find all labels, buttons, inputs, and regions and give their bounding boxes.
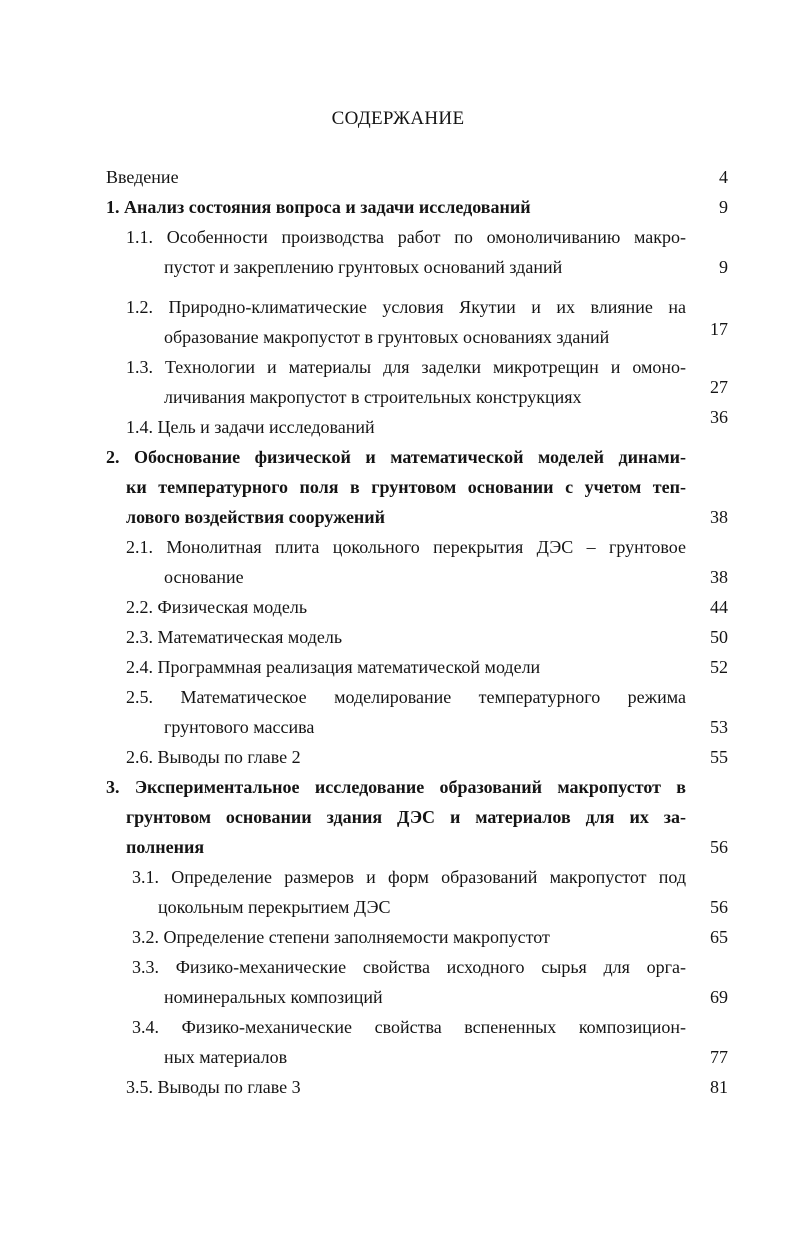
toc-entry-3-4-line2: ных материалов	[164, 1047, 288, 1067]
toc-entry-2-3: 2.3. Математическая модель	[126, 627, 343, 647]
toc-entry-3-1-line1	[132, 866, 686, 888]
toc-entry-3-2: 3.2. Определение степени заполняемости макропустот	[132, 927, 550, 947]
toc-entry-2-2: 2.2. Физическая модель	[126, 597, 308, 617]
toc-page-3-4: 77	[710, 1047, 728, 1067]
toc-page-2-4: 52	[710, 657, 728, 677]
toc-entry-2-4: 2.4. Программная реализация математической модели	[126, 657, 541, 677]
toc-page-3-1: 56	[710, 897, 728, 917]
toc-page-2-5: 53	[710, 717, 728, 737]
toc-entry-2-1-text1: 2.1. Монолитная плита цокольного перекрытия ДЭС – грунтовое	[126, 537, 686, 557]
toc-entry-1-1-line2: пустот и закреплению грунтовых оснований зданий	[164, 257, 563, 277]
toc-entry-3-3-line1	[132, 956, 686, 978]
toc-page-ch2: 38	[710, 507, 728, 527]
toc-entry-1-4: 1.4. Цель и задачи исследований	[126, 417, 375, 437]
toc-entry-1-1-text1: 1.1. Особенности производства работ по омоноличиванию макро-	[126, 227, 686, 247]
toc-page-intro: 4	[719, 167, 728, 187]
toc-page-3-5: 81	[710, 1077, 728, 1097]
toc-chapter-3-line3: полнения	[126, 837, 205, 857]
toc-entry-3-4-text1: 3.4. Физико-механические свойства вспененных композицион-	[132, 1017, 686, 1037]
toc-page-1-4: 36	[710, 407, 728, 427]
toc-entry-3-4-line1	[132, 1016, 686, 1038]
toc-page-1-1: 9	[719, 257, 728, 277]
toc-page-1-2: 17	[710, 319, 728, 339]
toc-entry-1-3-line1	[126, 356, 686, 378]
toc-page-ch1: 9	[719, 197, 728, 217]
toc-entry-intro: Введение	[106, 167, 179, 187]
toc-entry-3-3-line2: номинеральных композиций	[164, 987, 383, 1007]
toc-entry-1-2-line1	[126, 296, 686, 318]
toc-page-2-6: 55	[710, 747, 728, 767]
toc-entry-2-5-text1: 2.5. Математическое моделирование температурного режима	[126, 687, 686, 707]
toc-title: СОДЕРЖАНИЕ	[331, 108, 465, 129]
toc-entry-2-6: 2.6. Выводы по главе 2	[126, 747, 301, 767]
toc-entry-1-1-line1	[126, 226, 686, 248]
toc-page-ch3: 56	[710, 837, 728, 857]
toc-entry-2-5-line2: грунтового массива	[164, 717, 315, 737]
toc-page-2-2: 44	[710, 597, 728, 617]
toc-entry-3-1-line2: цокольным перекрытием ДЭС	[158, 897, 391, 917]
toc-entry-1-2-text1: 1.2. Природно-климатические условия Якутии и их влияние на	[126, 297, 686, 317]
toc-page-3-2: 65	[710, 927, 728, 947]
toc-chapter-1: 1. Анализ состояния вопроса и задачи исследований	[106, 197, 531, 217]
toc-page-1-3: 27	[710, 377, 728, 397]
toc-chapter-2-text1: 2. Обоснование физической и математической моделей динами-	[106, 447, 686, 467]
toc-chapter-3-line2	[126, 806, 686, 828]
toc-chapter-2-line1	[106, 446, 686, 468]
toc-chapter-2-line3: лового воздействия сооружений	[126, 507, 386, 527]
toc-page-3-3: 69	[710, 987, 728, 1007]
toc-chapter-3-text1: 3. Экспериментальное исследование образований макропустот в	[106, 777, 686, 797]
toc-entry-2-5-line1	[126, 686, 686, 708]
toc-entry-2-1-line1	[126, 536, 686, 558]
toc-chapter-2-text2: ки температурного поля в грунтовом основании с учетом теп-	[126, 477, 686, 497]
toc-page-2-3: 50	[710, 627, 728, 647]
toc-entry-3-3-text1: 3.3. Физико-механические свойства исходного сырья для орга-	[132, 957, 686, 977]
toc-entry-3-1-text1: 3.1. Определение размеров и форм образований макропустот под	[132, 867, 686, 887]
toc-chapter-3-line1	[106, 776, 686, 798]
toc-page-2-1: 38	[710, 567, 728, 587]
toc-chapter-3-text2: грунтовом основании здания ДЭС и материалов для их за-	[126, 807, 686, 827]
toc-entry-2-1-line2: основание	[164, 567, 244, 587]
toc-entry-1-3-text1: 1.3. Технологии и материалы для заделки микротрещин и омоно-	[126, 357, 686, 377]
toc-entry-1-2-line2: образование макропустот в грунтовых основаниях зданий	[164, 327, 610, 347]
toc-chapter-2-line2	[126, 476, 686, 498]
toc-entry-1-3-line2: личивания макропустот в строительных конструкциях	[164, 387, 582, 407]
toc-entry-3-5: 3.5. Выводы по главе 3	[126, 1077, 301, 1097]
